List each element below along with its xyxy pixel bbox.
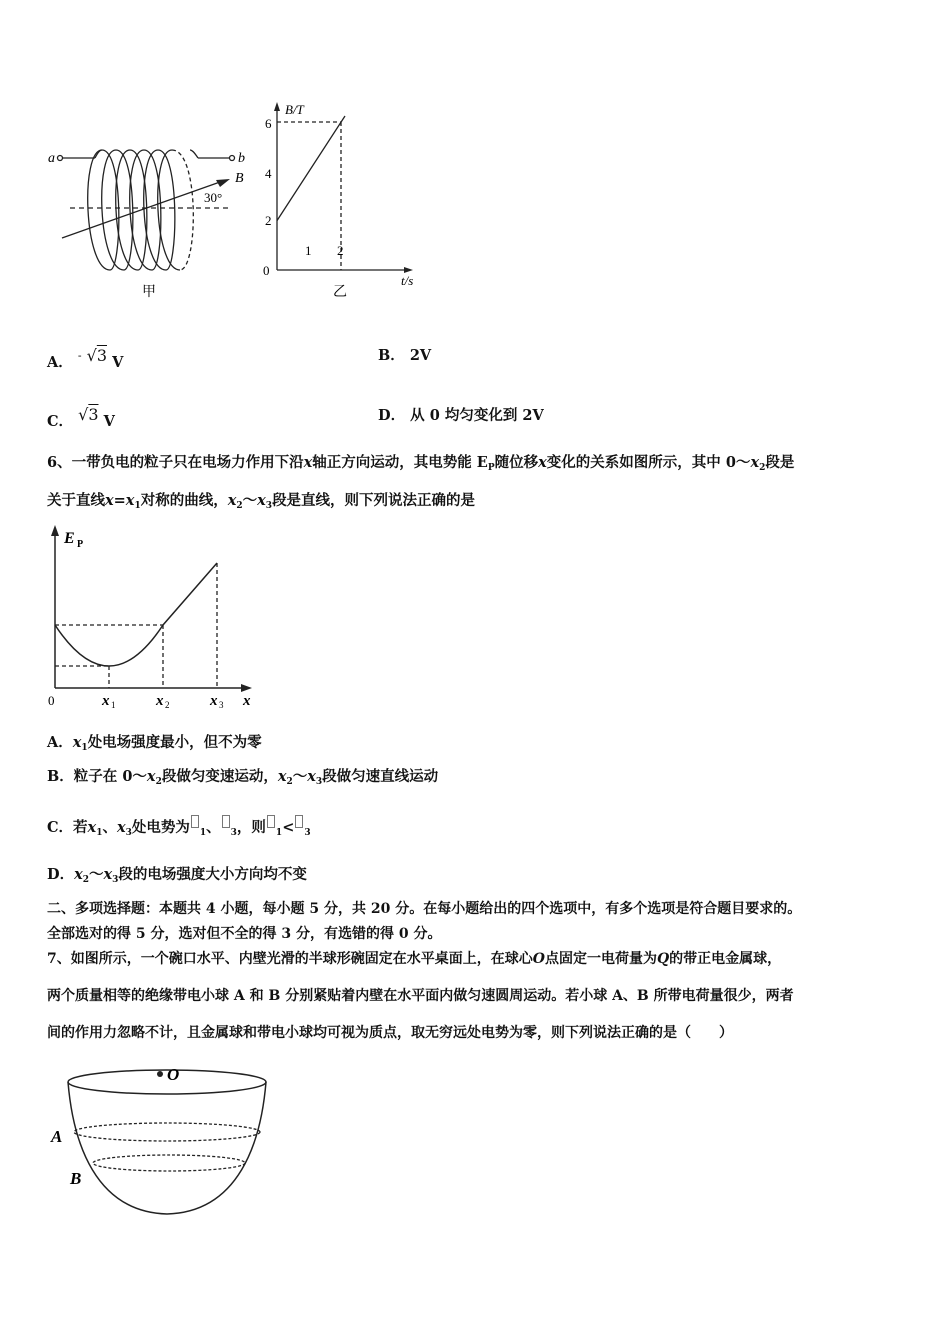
q6-d-x2: x <box>74 866 83 883</box>
q6-stem-line1 <box>47 453 794 478</box>
bt-xtick-2: 2 <box>337 243 344 258</box>
q6-c-phi3-sub: 3 <box>230 828 237 838</box>
ep-y-sub: P <box>77 539 84 550</box>
phi-placeholder-icon <box>222 815 230 828</box>
q6-c-x3: x <box>116 819 126 836</box>
bt-ytick-2: 2 <box>265 213 272 228</box>
phi-placeholder-icon <box>267 815 275 828</box>
q6-l2-sub3: 3 <box>265 501 273 511</box>
q5-d-label: D． <box>378 407 406 424</box>
bt-origin: 0 <box>263 263 270 278</box>
q5-d-text: 从 0 均匀变化到 2V <box>410 407 544 424</box>
q5-a-label: A． <box>47 354 73 371</box>
q6-l2-p1: 关于直线 <box>47 492 105 509</box>
bt-caption: 乙 <box>333 285 347 300</box>
phi-placeholder-icon <box>191 815 199 828</box>
terminal-b-label: b <box>238 151 245 166</box>
q6-b-x2b: x <box>277 768 287 785</box>
q6-a-sub: 1 <box>81 743 88 753</box>
bt-ytick-6: 6 <box>265 116 272 131</box>
bt-line <box>277 116 345 221</box>
ep-origin: 0 <box>48 693 55 708</box>
q5-a-unit: V <box>112 354 124 371</box>
phi-placeholder-icon <box>295 815 303 828</box>
q6-b-sub2: 2 <box>155 777 162 787</box>
q6-c-sep: 、 <box>102 819 117 836</box>
q5-option-a[interactable]: A． - √3 V <box>47 346 124 371</box>
q6-stem-line2 <box>47 491 475 516</box>
q6-sub-p: P <box>487 463 495 473</box>
q6-b-label: B． <box>47 768 74 785</box>
q6-c-sep2: 、 <box>206 819 221 836</box>
q6-stem-p3: 随位移 <box>494 454 539 471</box>
q5-a-minus: - <box>77 349 82 362</box>
q6-stem-p5: 段是 <box>765 454 795 471</box>
q7-l1-p3: 的带正电金属球， <box>669 951 782 967</box>
bt-graph <box>255 100 435 305</box>
q5-option-b[interactable] <box>378 346 431 366</box>
ring-b <box>93 1155 245 1171</box>
ep-x2-sub: 2 <box>165 700 170 710</box>
q6-a-label: A． <box>47 734 73 751</box>
bowl-A-label: A <box>51 1127 63 1146</box>
q6-c-phi3b-sub: 3 <box>304 828 311 838</box>
q6-l2-sub1: 1 <box>134 501 141 511</box>
q6-b-tilde: ～ <box>292 768 308 785</box>
q5-b-label: B． <box>378 347 405 364</box>
ep-x1-sub: 1 <box>111 700 116 710</box>
q6-l2-x2: x <box>227 492 237 509</box>
q6-c-p2: 处电势为 <box>131 819 190 836</box>
q7-l1-p2: 点固定一电荷量为 <box>544 951 657 967</box>
bt-xtick-1: 1 <box>305 243 312 258</box>
bt-y-axis-label: B/T <box>285 102 304 117</box>
q6-c-x1: x <box>87 819 97 836</box>
q6-b-p3: 段做匀速直线运动 <box>322 768 439 785</box>
q6-sub-2: 2 <box>759 463 766 473</box>
q6-d-text: 段的电场强度大小方向均不变 <box>118 866 307 883</box>
q7-O: O <box>532 951 545 967</box>
q6-var-x: x <box>303 454 313 471</box>
q7-line1 <box>47 949 781 969</box>
q6-d-tilde: ～ <box>89 866 104 883</box>
bt-ytick-4: 4 <box>265 166 272 181</box>
section2-line2: 全部选对的得 5 分，选对但不全的得 3 分，有选错的得 0 分。 <box>47 926 442 942</box>
q6-d-sub2: 2 <box>82 875 89 885</box>
ring-a <box>74 1123 260 1141</box>
q6-d-sub3: 3 <box>112 875 119 885</box>
q6-stem-p4: 变化的关系如图所示，其中 0～ <box>546 454 751 471</box>
q5-c-unit: V <box>103 413 115 430</box>
ep-x-axis: x <box>243 693 251 709</box>
q6-var-x-2: x <box>538 454 547 471</box>
q6-l2-eq: x=x <box>105 492 135 509</box>
q5-a-root: 3 <box>96 346 107 365</box>
q6-b-sub3: 3 <box>315 777 323 787</box>
ep-x3: x <box>210 693 218 709</box>
q6-c-label: C． <box>47 819 74 836</box>
q7-l1-p1: 7、如图所示，一个碗口水平、内壁光滑的半球形碗固定在水平桌面上，在球心 <box>47 951 533 967</box>
bowl-body <box>68 1082 266 1214</box>
q6-option-b[interactable] <box>47 767 438 792</box>
q6-c-sub3: 3 <box>125 828 132 838</box>
coil-caption: 甲 <box>142 285 156 300</box>
ep-x1: x <box>102 693 110 709</box>
q6-option-a[interactable] <box>47 733 262 758</box>
q6-option-d[interactable] <box>47 865 307 890</box>
ep-x2: x <box>156 693 164 709</box>
q6-a-x: x <box>72 734 82 751</box>
q6-b-p2: 段做匀变速运动， <box>161 768 278 785</box>
q6-c-phi1b-sub: 1 <box>275 828 283 838</box>
coil-figure <box>40 130 260 305</box>
field-b-label: B <box>235 171 244 186</box>
q6-c-p1: 若 <box>73 819 88 836</box>
q6-l2-p4: 段是直线，则下列说法正确的是 <box>272 492 476 509</box>
q5-c-label: C． <box>47 413 74 430</box>
q6-stem-p2: 轴正方向运动，其电势能 E <box>312 454 488 471</box>
q7-line3: 间的作用力忽略不计，且金属球和带电小球均可视为质点，取无穷远处电势为零，则下列说法正确的是（ ） <box>47 1025 733 1041</box>
q6-stem-p1: 6、一带负电的粒子只在电场力作用下沿 <box>47 454 304 471</box>
section2-line1: 二、多项选择题：本题共 4 小题，每小题 5 分，共 20 分。在每小题给出的四个选项中，有多个选项是符合题目要求的。 <box>47 901 802 917</box>
q6-c-lt: < <box>282 819 295 836</box>
ep-graph <box>40 525 270 710</box>
q6-l2-x3: x <box>257 492 266 509</box>
ep-curve <box>55 563 217 666</box>
q5-b-text: 2V <box>409 347 432 364</box>
q6-var-x2: x <box>750 454 760 471</box>
q6-option-c[interactable] <box>47 815 311 843</box>
terminal-a-label: a <box>48 151 55 166</box>
q6-l2-p3: ～ <box>242 492 258 509</box>
q6-b-p1: 粒子在 0～ <box>73 768 147 785</box>
bowl-O-label: O <box>167 1065 180 1084</box>
ep-y-label: E <box>64 530 75 547</box>
q5-option-c[interactable]: C． √3 V <box>47 405 115 430</box>
q6-l2-p2: 对称的曲线， <box>140 492 228 509</box>
q6-b-sub2b: 2 <box>286 777 293 787</box>
q5-option-d[interactable] <box>378 406 544 426</box>
q6-l2-sub2: 2 <box>236 501 243 511</box>
q5-c-root: 3 <box>88 405 99 424</box>
q6-d-label: D． <box>47 866 75 883</box>
q6-c-phi1-sub: 1 <box>199 828 207 838</box>
bowl-B-label: B <box>70 1169 82 1188</box>
q6-c-sub1: 1 <box>96 828 103 838</box>
q6-b-x2: x <box>146 768 156 785</box>
bt-x-axis-label: t/s <box>401 273 414 288</box>
ep-x3-sub: 3 <box>219 700 224 710</box>
q7-line2: 两个质量相等的绝缘带电小球 A 和 B 分别紧贴着内壁在水平面内做匀速圆周运动。若小球 A、B 所带电荷量很少，两者 <box>47 988 794 1004</box>
q7-Q: Q <box>656 951 670 967</box>
q6-a-text: 处电场强度最小，但不为零 <box>87 734 262 751</box>
center-charge <box>157 1071 163 1077</box>
bowl-figure <box>45 1062 285 1227</box>
angle-label: 30° <box>204 190 223 205</box>
q6-d-x3: x <box>103 866 113 883</box>
q6-c-p3: ，则 <box>236 819 266 836</box>
q6-b-x3: x <box>307 768 316 785</box>
